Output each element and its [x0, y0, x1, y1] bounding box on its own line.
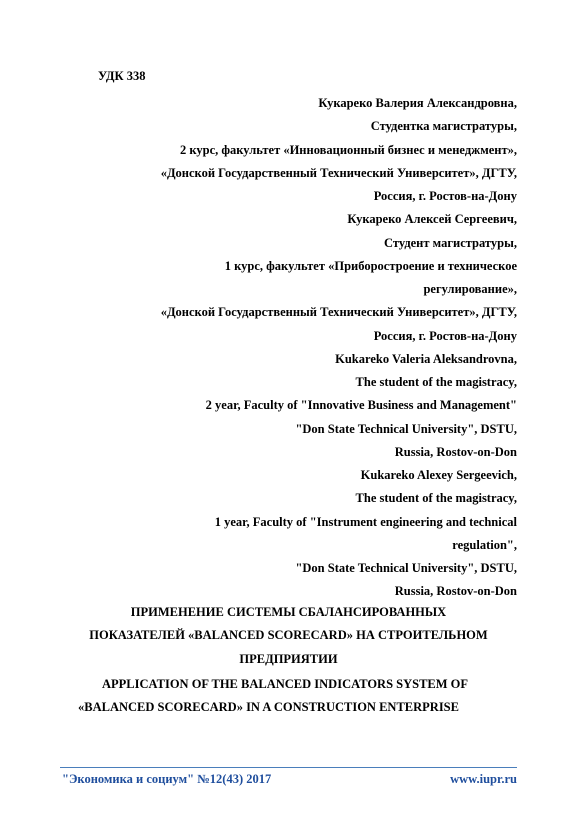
authors-block	[60, 95, 517, 607]
author-line: «Донской Государственный Технический Университет», ДГТУ,	[160, 165, 517, 180]
footer-journal: "Экономика и социум" №12(43) 2017	[62, 772, 272, 786]
author-line: 2 year, Faculty of "Innovative Business and Management"	[205, 398, 517, 413]
author-line: Russia, Rostov-on-Don	[394, 444, 517, 459]
article-title-ru	[60, 604, 517, 674]
author-line: "Don State Technical University", DSTU,	[295, 421, 517, 436]
author-line: regulation",	[452, 537, 517, 552]
author-line: 2 курс, факультет «Инновационный бизнес и менеджмент»,	[179, 142, 517, 157]
author-line: The student of the magistracy,	[355, 375, 517, 389]
author-line: Кукареко Валерия Александровна,	[318, 96, 517, 110]
footer-url-link[interactable]: www.iupr.ru	[450, 772, 517, 786]
author-line: Студентка магистратуры,	[370, 119, 517, 134]
author-line: The student of the magistracy,	[355, 491, 517, 506]
author-line: Студент магистратуры,	[384, 235, 517, 250]
author-line: Кукареко Алексей Сергеевич,	[347, 212, 517, 227]
title-ru-line: ПРИМЕНЕНИЕ СИСТЕМЫ СБАЛАНСИРОВАННЫХ	[130, 605, 447, 619]
author-line: Россия, г. Ростов-на-Дону	[373, 189, 517, 203]
author-line: "Don State Technical University", DSTU,	[295, 561, 517, 575]
title-ru-line: ПРЕДПРИЯТИИ	[239, 651, 338, 666]
author-line: Россия, г. Ростов-на-Дону	[373, 328, 517, 343]
udk-code: УДК 338	[98, 69, 146, 83]
author-line: Kukareko Valeria Aleksandrovna,	[335, 351, 517, 366]
article-title-en	[60, 676, 517, 723]
author-line: Russia, Rostov-on-Don	[394, 584, 517, 599]
title-en-line: APPLICATION OF THE BALANCED INDICATORS SYSTEM OF	[102, 677, 469, 691]
title-en-line: «BALANCED SCORECARD» IN A CONSTRUCTION ENTERPRISE	[78, 700, 459, 715]
author-line: 1 курс, факультет «Приборостроение и техническое	[224, 258, 517, 273]
footer-divider	[60, 767, 517, 768]
author-line: регулирование»,	[423, 282, 517, 296]
author-line: 1 year, Faculty of "Instrument engineering and technical	[214, 514, 517, 529]
author-line: Kukareko Alexey Sergeevich,	[360, 468, 517, 482]
title-ru-line: ПОКАЗАТЕЛЕЙ «BALANCED SCORECARD» НА СТРОИТЕЛЬНОМ	[89, 628, 488, 643]
author-line: «Донской Государственный Технический Университет», ДГТУ,	[160, 305, 517, 320]
